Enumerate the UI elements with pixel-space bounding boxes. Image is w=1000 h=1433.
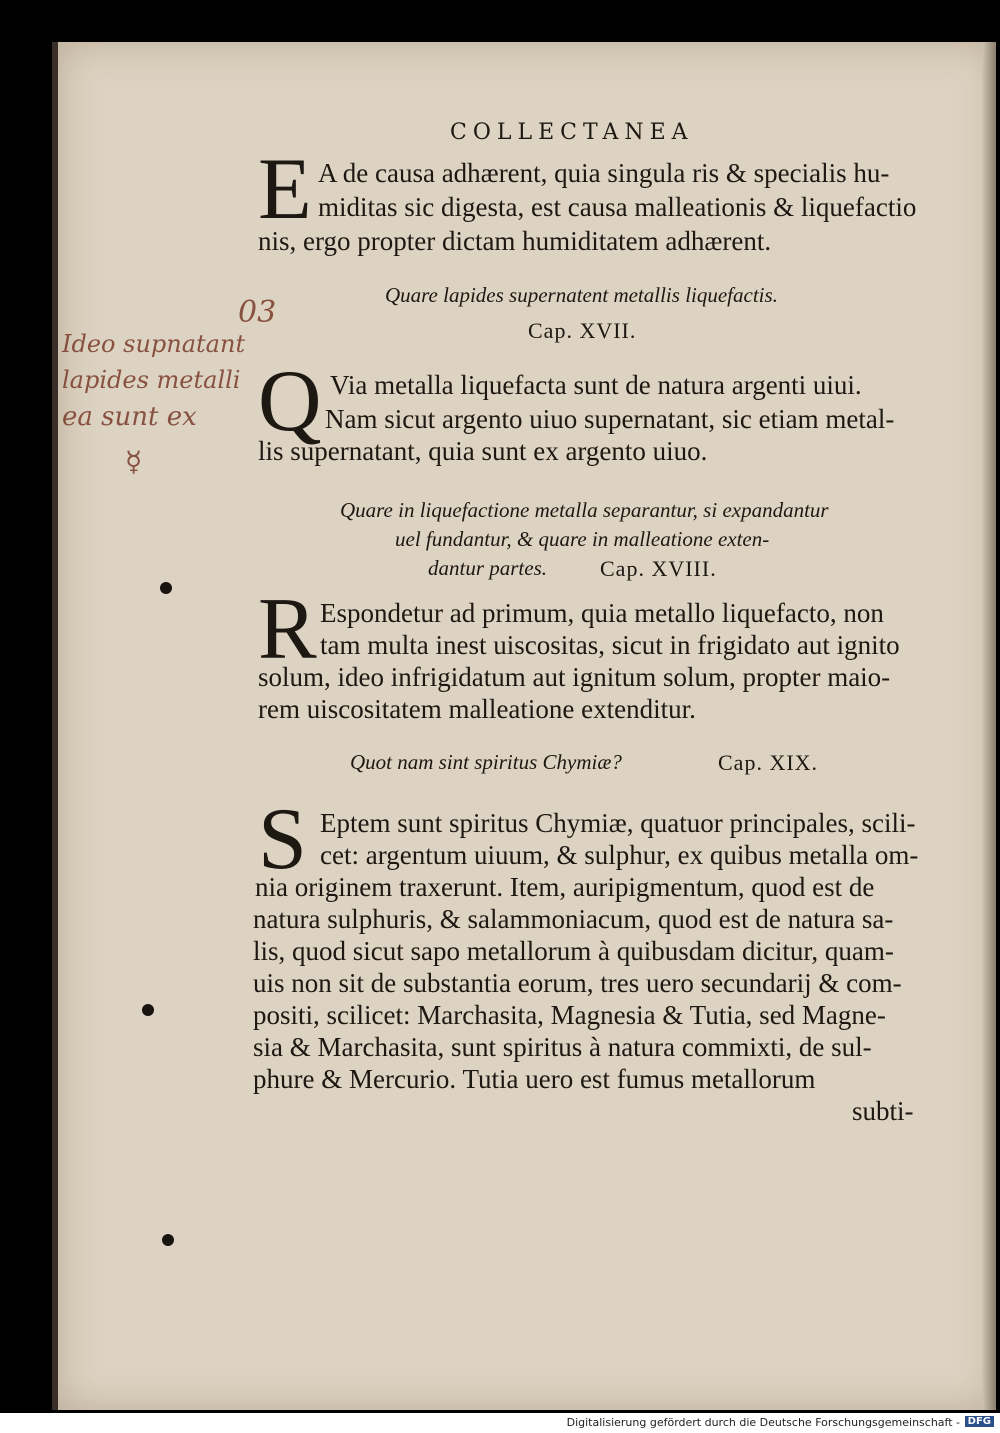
heading-18-line-3: dantur partes. (428, 556, 548, 580)
dropcap-q: Q (258, 353, 322, 450)
p2-line-1: Via metalla liquefacta sunt de natura argenti uiui. (330, 370, 862, 400)
p1-line-2: miditas sic digesta, est causa malleationis & liquefactio (318, 192, 917, 222)
dfg-logo[interactable]: DFG (965, 1416, 994, 1427)
p3-line-2: tam multa inest uiscositas, sicut in frigidato aut ignito (320, 630, 900, 660)
p4-line-4: natura sulphuris, & salammoniacum, quod est de natura sa- (253, 904, 894, 934)
heading-18-line-2: uel fundantur, & quare in malleatione exten- (395, 527, 770, 551)
p4-line-2: cet: argentum uiuum, & sulphur, ex quibus metalla om- (320, 840, 919, 870)
p4-line-1: Eptem sunt spiritus Chymiæ, quatuor principales, scili- (320, 808, 916, 838)
marginal-note-3: ea sunt ex (62, 402, 197, 432)
marginal-mark: 03 (238, 295, 277, 330)
p1-line-3: nis, ergo propter dictam humiditatem adhærent. (258, 226, 772, 256)
heading-17-title: Quare lapides supernatent metallis liquefactis. (385, 283, 778, 307)
heading-19-cap: Cap. XIX. (718, 750, 819, 775)
heading-18-line-1: Quare in liquefactione metalla separantur, si expandantur (340, 498, 829, 522)
dropcap-r: R (258, 581, 317, 678)
binding-hole-1 (160, 582, 172, 594)
binding-hole-3 (162, 1234, 174, 1246)
marginal-note-1: Ideo supnatant (62, 330, 246, 358)
binding-hole-2 (142, 1004, 154, 1016)
heading-19-title: Quot nam sint spiritus Chymiæ? (350, 750, 622, 774)
p2-line-3: lis supernatant, quia sunt ex argento uiuo. (258, 436, 708, 466)
p4-line-7: positi, scilicet: Marchasita, Magnesia & Tutia, sed Magne- (253, 1000, 886, 1030)
p4-line-6: uis non sit de substantia eorum, tres uero secundarij & com- (253, 968, 902, 998)
p3-line-1: Espondetur ad primum, quia metallo liquefacto, non (320, 598, 884, 628)
footer-text: Digitalisierung gefördert durch die Deutsche Forschungsgemeinschaft - (566, 1416, 960, 1429)
p4-line-5: lis, quod sicut sapo metallorum à quibusdam dicitur, quam- (253, 936, 894, 966)
p4-catchword: subti- (852, 1096, 914, 1126)
p4-line-8: sia & Marchasita, sunt spiritus à natura commixti, de sul- (253, 1032, 872, 1062)
dropcap-e: E (258, 141, 312, 238)
dropcap-s: S (258, 791, 307, 888)
marginal-note-4: ☿ (125, 445, 143, 478)
p3-line-4: rem uiscositatem malleatione extenditur. (258, 694, 696, 724)
running-header: COLLECTANEA (450, 120, 694, 145)
p4-line-3: nia originem traxerunt. Item, auripigmentum, quod est de (255, 872, 875, 902)
heading-17-cap: Cap. XVII. (528, 318, 637, 343)
footer-bar (0, 1413, 1000, 1433)
p2-line-2: Nam sicut argento uiuo supernatant, sic etiam metal- (325, 404, 895, 434)
p1-line-1: A de causa adhærent, quia singula ris & specialis hu- (318, 158, 890, 188)
heading-18-cap: Cap. XVIII. (600, 556, 717, 581)
p4-line-9: phure & Mercurio. Tutia uero est fumus metallorum (253, 1064, 816, 1094)
p3-line-3: solum, ideo infrigidatum aut ignitum solum, propter maio- (258, 662, 891, 692)
marginal-note-2: lapides metalli (62, 366, 241, 394)
